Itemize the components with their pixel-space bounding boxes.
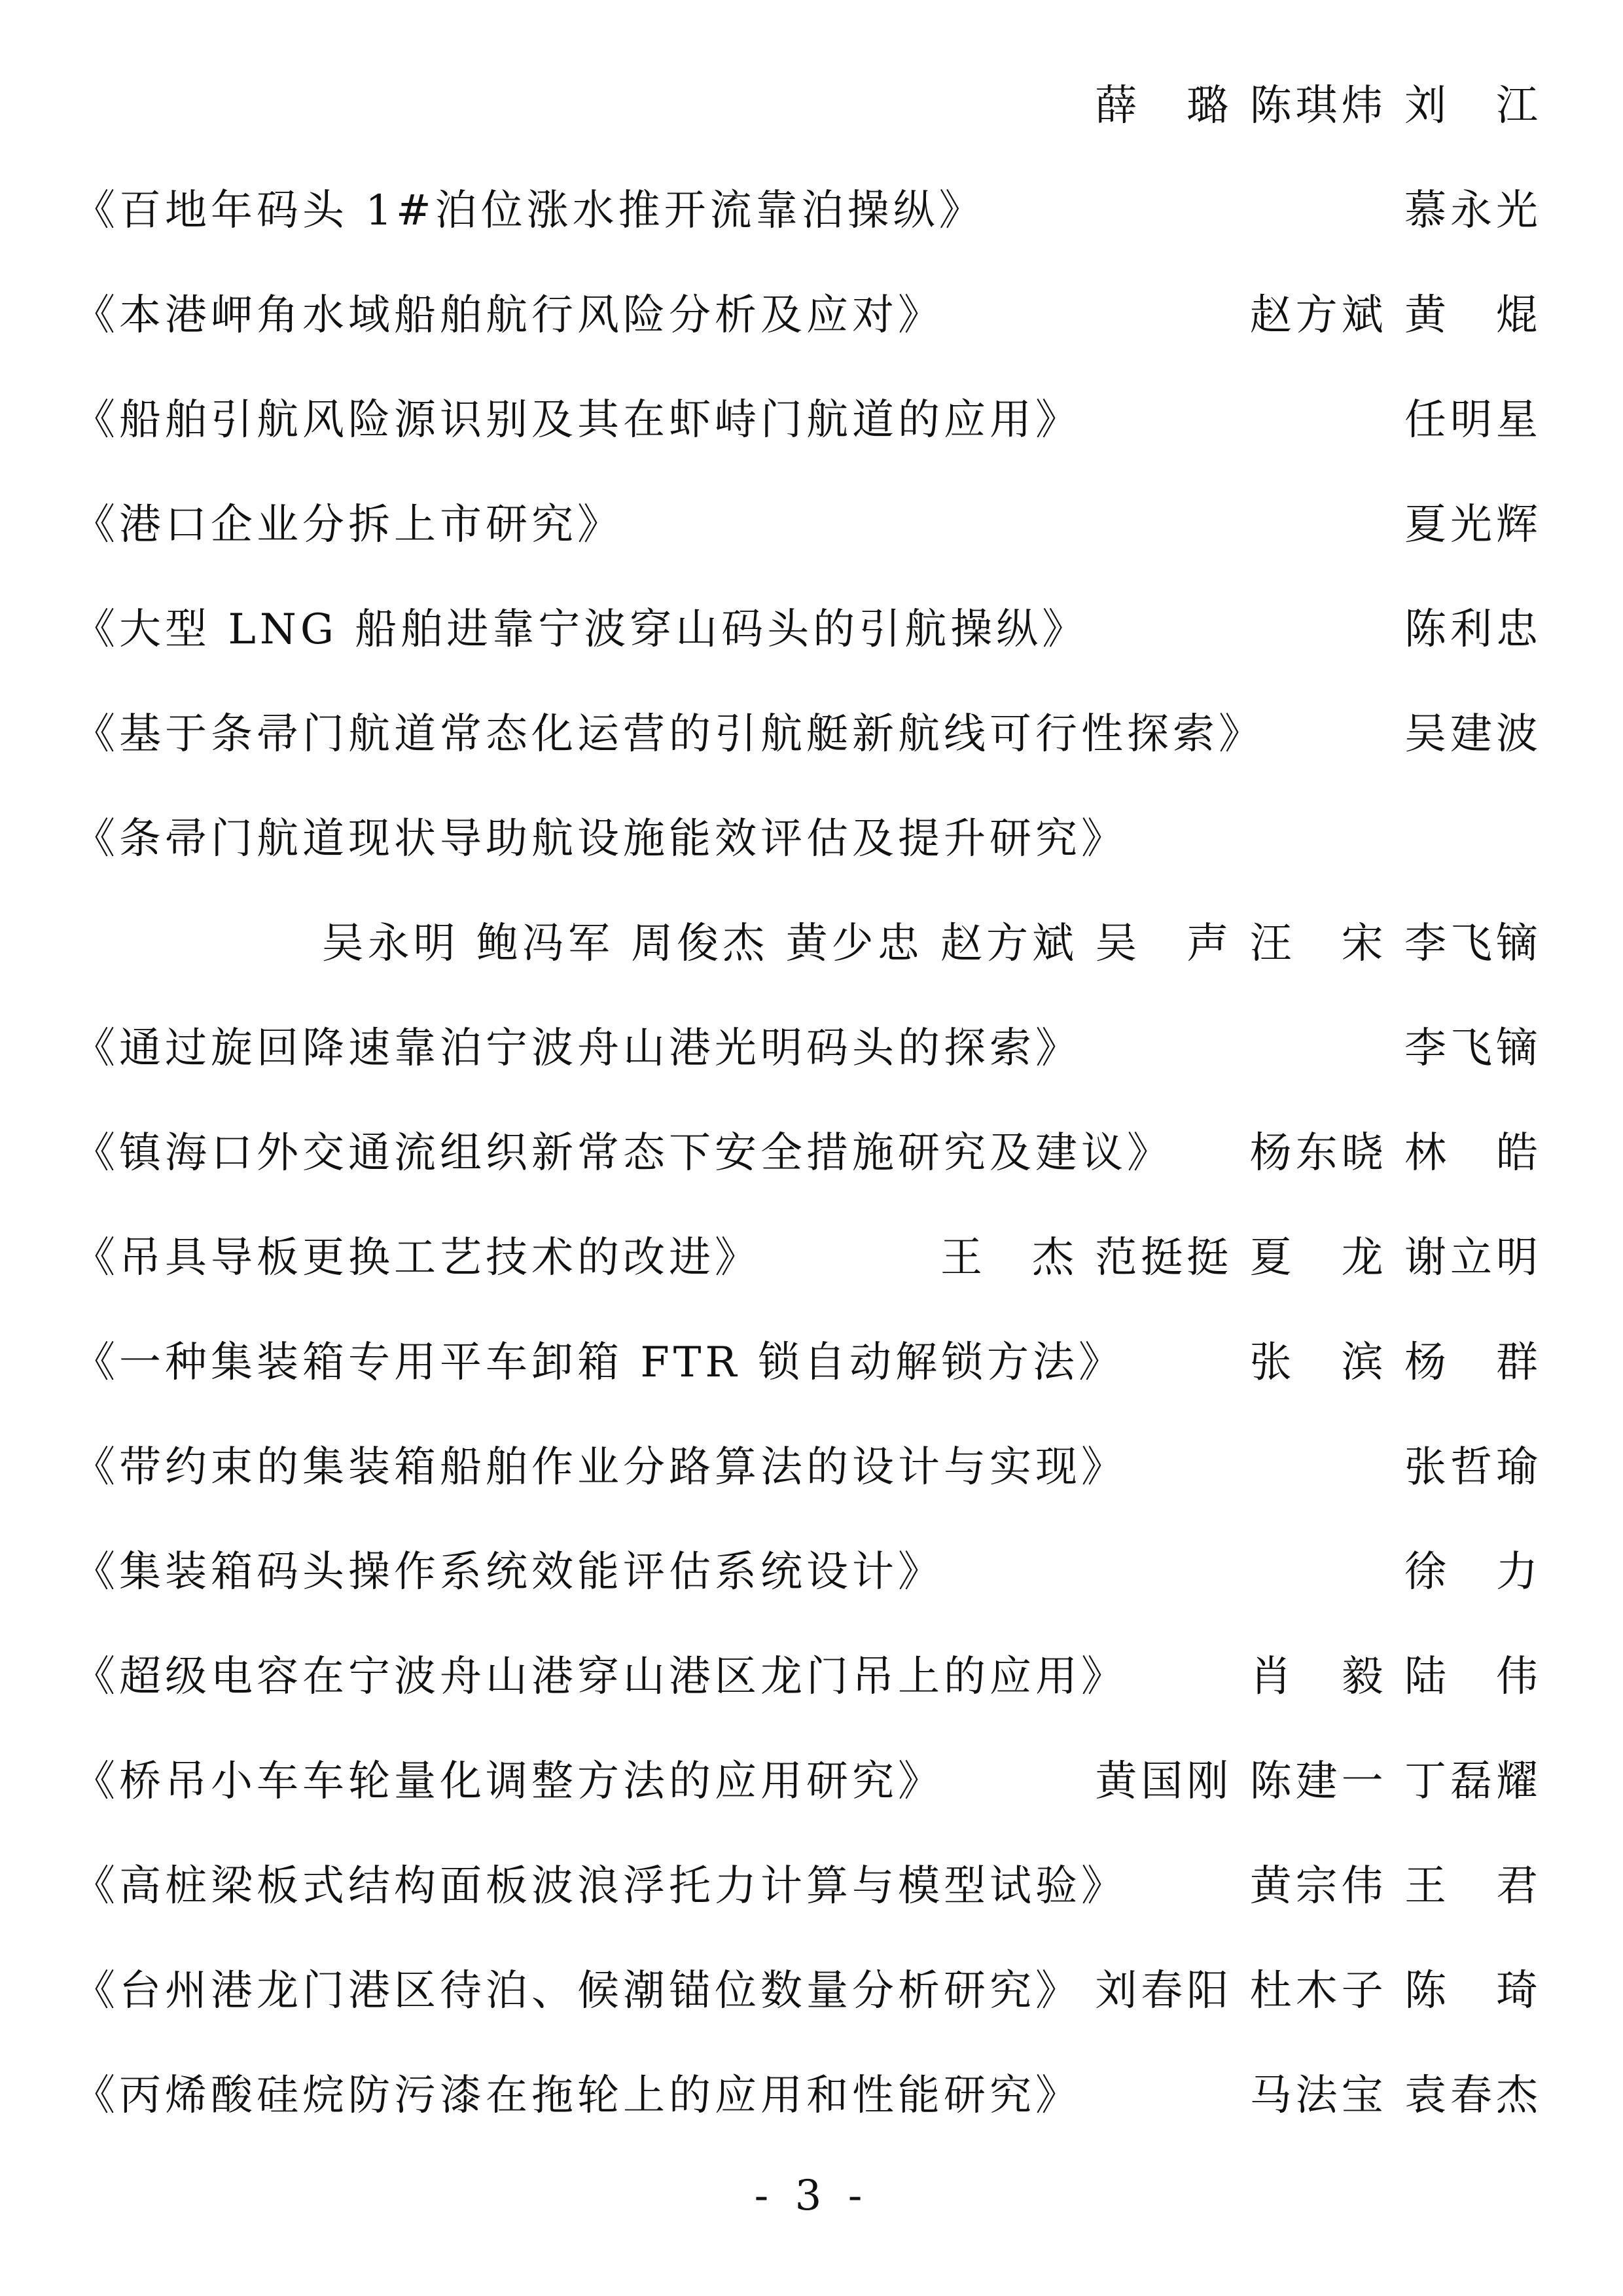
paper-entry <box>73 1005 1542 1084</box>
authors: 王 杰 范挺挺 夏 龙 谢立明 <box>940 1234 1542 1282</box>
authors: 张 滨 杨 群 <box>1249 1338 1542 1387</box>
paper-entry <box>73 1215 1542 1293</box>
authors: 任明星 <box>1404 396 1542 444</box>
paper-title: 《百地年码头 1#泊位涨水推开流靠泊操纵》 <box>73 187 985 235</box>
authors: 杨东晓 林 皓 <box>1249 1129 1542 1177</box>
paper-title: 《集装箱码头操作系统效能评估系统设计》 <box>73 1548 944 1596</box>
paper-entry <box>73 691 1542 770</box>
paper-title: 《一种集装箱专用平车卸箱 FTR 锁自动解锁方法》 <box>73 1338 1124 1387</box>
authors: 薛 璐 陈琪炜 刘 江 <box>1095 82 1542 130</box>
paper-entry <box>73 482 1542 560</box>
paper-entry <box>73 2053 1542 2131</box>
paper-title: 《船舶引航风险源识别及其在虾峙门航道的应用》 <box>73 396 1081 444</box>
page-number: - 3 - <box>754 2172 869 2220</box>
paper-entry <box>73 1948 1542 2026</box>
paper-entry <box>73 796 1542 874</box>
paper-entry <box>73 1319 1542 1398</box>
authors: 刘春阳 杜木子 陈 琦 <box>1095 1967 1542 2015</box>
paper-title: 《港口企业分拆上市研究》 <box>73 501 623 549</box>
paper-entry <box>73 272 1542 351</box>
paper-title: 《条帚门航道现状导助航设施能效评估及提升研究》 <box>73 815 1127 863</box>
authors: 慕永光 <box>1404 187 1542 235</box>
author-line-continued <box>73 63 1542 141</box>
authors: 黄国刚 陈建一 丁磊耀 <box>1095 1757 1542 1806</box>
authors: 黄宗伟 王 君 <box>1249 1862 1542 1910</box>
paper-title: 《高桩梁板式结构面板波浪浮托力计算与模型试验》 <box>73 1862 1127 1910</box>
authors: 张哲瑜 <box>1404 1443 1542 1492</box>
paper-entry <box>73 586 1542 665</box>
author-line-continued <box>73 901 1542 979</box>
paper-entry <box>73 168 1542 246</box>
paper-entry <box>73 1738 1542 1817</box>
paper-title: 《镇海口外交通流组织新常态下安全措施研究及建议》 <box>73 1129 1173 1177</box>
authors: 陈利忠 <box>1404 605 1542 654</box>
authors: 赵方斌 黄 焜 <box>1249 291 1542 340</box>
authors: 吴建波 <box>1404 710 1542 759</box>
paper-title: 《大型 LNG 船舶进靠宁波穿山码头的引航操纵》 <box>73 605 1088 654</box>
paper-title: 《通过旋回降速靠泊宁波舟山港光明码头的探索》 <box>73 1024 1081 1073</box>
authors: 李飞镝 <box>1404 1024 1542 1073</box>
paper-entry <box>73 1634 1542 1712</box>
paper-title: 《超级电容在宁波舟山港穿山港区龙门吊上的应用》 <box>73 1653 1127 1701</box>
paper-entry <box>73 377 1542 456</box>
paper-entry <box>73 1110 1542 1189</box>
authors: 肖 毅 陆 伟 <box>1249 1653 1542 1701</box>
paper-entry <box>73 1424 1542 1503</box>
paper-title: 《带约束的集装箱船舶作业分路算法的设计与实现》 <box>73 1443 1127 1492</box>
paper-entry <box>73 1843 1542 1922</box>
authors: 徐 力 <box>1404 1548 1542 1596</box>
paper-title: 《台州港龙门港区待泊、候潮锚位数量分析研究》 <box>73 1967 1081 2015</box>
authors: 吴永明 鲍冯军 周俊杰 黄少忠 赵方斌 吴 声 汪 宋 李飞镝 <box>321 920 1542 968</box>
paper-title: 《本港岬角水域船舶航行风险分析及应对》 <box>73 291 944 340</box>
authors: 马法宝 袁春杰 <box>1249 2072 1542 2120</box>
paper-title: 《桥吊小车车轮量化调整方法的应用研究》 <box>73 1757 944 1806</box>
paper-title: 《吊具导板更换工艺技术的改进》 <box>73 1234 760 1282</box>
paper-entry <box>73 1529 1542 1607</box>
authors: 夏光辉 <box>1404 501 1542 549</box>
paper-title: 《丙烯酸硅烷防污漆在拖轮上的应用和性能研究》 <box>73 2072 1081 2120</box>
paper-title: 《基于条帚门航道常态化运营的引航艇新航线可行性探索》 <box>73 710 1264 759</box>
